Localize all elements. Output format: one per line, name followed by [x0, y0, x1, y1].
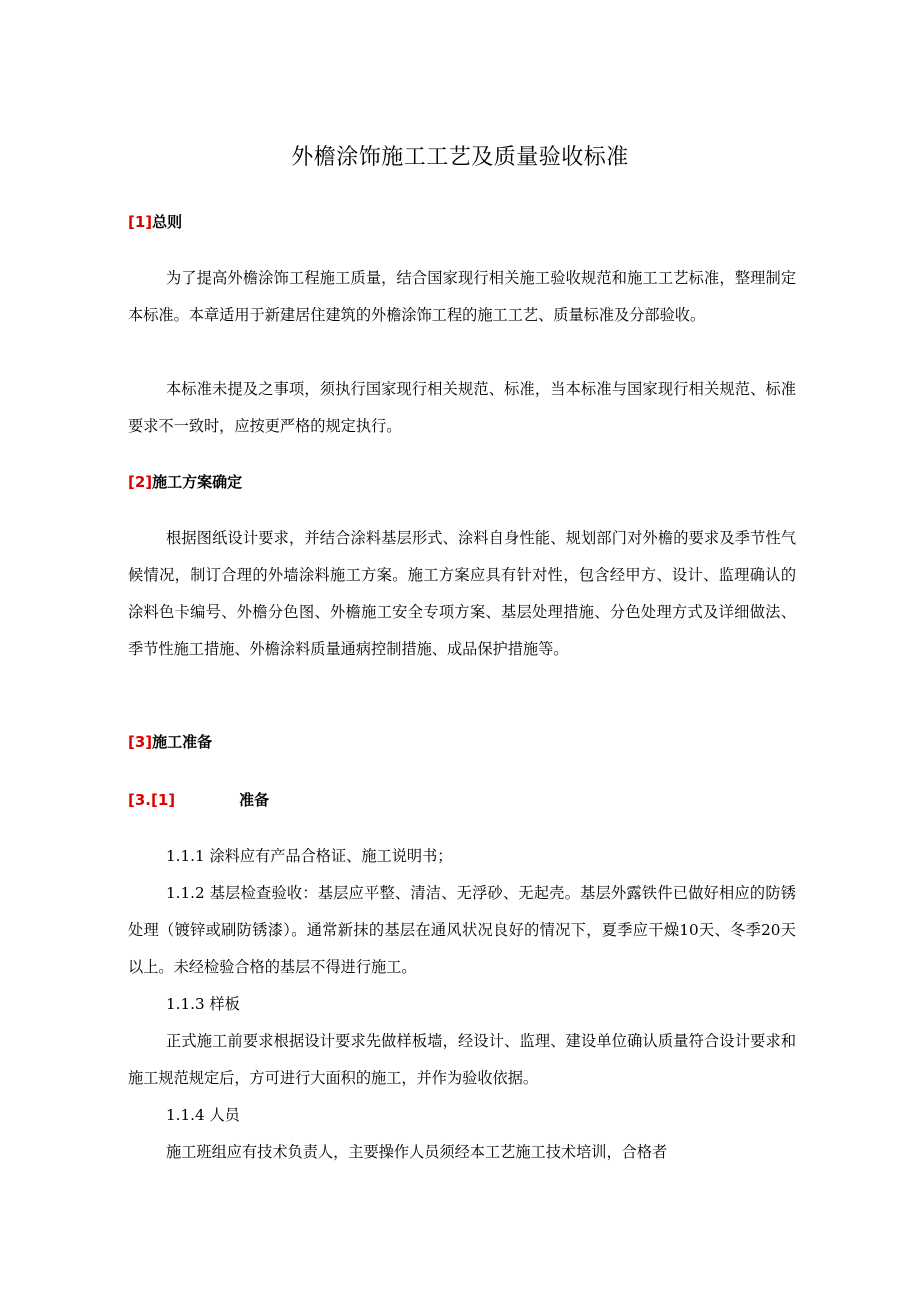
item-1-1-3-heading: 1.1.3 样板: [166, 995, 240, 1013]
item-1-1-1: 1.1.1 涂料应有产品合格证、施工说明书；: [166, 847, 453, 865]
item-1-1-3-text: 正式施工前要求根据设计要求先做样板墙，经设计、监理、建设单位确认质量符合设计要求和施工规范规定后，方可进行大面积的施工，并作为验收依据。: [128, 1032, 796, 1087]
section-heading-3: [128, 731, 212, 753]
section-heading-2: [128, 471, 242, 493]
subsection-title: 准备: [239, 791, 270, 809]
paragraph-construction-plan: 根据图纸设计要求，并结合涂料基层形式、涂料自身性能、规划部门对外檐的要求及季节性气候情况，制订合理的外墙涂料施工方案。施工方案应具有针对性，包含经甲方、设计、监理确认的涂料色卡编号、外檐分色图、外檐施工安全专项方案、基层处理措施、分色处理方式及详细做法、季节性施工措施、外檐涂料质量通病控制措施、成品保护措施等。: [128, 529, 796, 658]
subsection-heading-3-1: [128, 789, 269, 811]
section-title: 施工准备: [152, 733, 213, 751]
section-number: [3]: [128, 733, 153, 751]
item-1-1-4-heading: 1.1.4 人员: [166, 1106, 240, 1124]
section-number: [1]: [128, 213, 153, 231]
paragraph-general-1: 为了提高外檐涂饰工程施工质量，结合国家现行相关施工验收规范和施工工艺标准，整理制定本标准。本章适用于新建居住建筑的外檐涂饰工程的施工工艺、质量标准及分部验收。: [128, 269, 796, 324]
section-number: [2]: [128, 473, 153, 491]
paragraph-general-2: 本标准未提及之事项，须执行国家现行相关规范、标准，当本标准与国家现行相关规范、标准要求不一致时，应按更严格的规定执行。: [128, 380, 796, 435]
document-title: 外檐涂饰施工工艺及质量验收标准: [291, 145, 629, 170]
subsection-number: [3.[1]: [128, 791, 176, 809]
section-title: 总则: [152, 213, 183, 231]
item-1-1-2: 1.1.2 基层检查验收：基层应平整、清洁、无浮砂、无起壳。基层外露铁件已做好相应的防锈处理（镀锌或刷防锈漆）。通常新抹的基层在通风状况良好的情况下，夏季应干燥10天、冬季20天以上。未经检验合格的基层不得进行施工。: [128, 884, 796, 976]
section-heading-1: [128, 211, 182, 233]
item-1-1-4-text: 施工班组应有技术负责人，主要操作人员须经本工艺施工技术培训，合格者: [166, 1143, 668, 1161]
section-title: 施工方案确定: [152, 473, 243, 491]
